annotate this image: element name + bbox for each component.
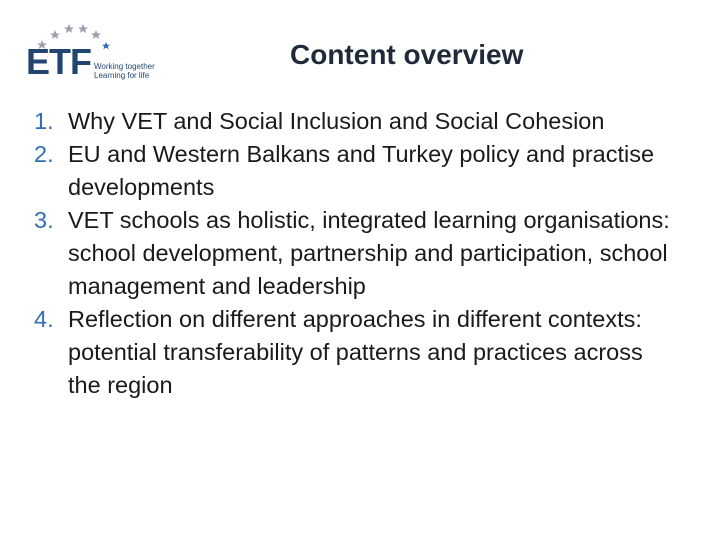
list-item-text: Why VET and Social Inclusion and Social Cohesion [68,108,605,134]
logo-tagline [94,62,155,80]
content-list [34,105,674,402]
slide-title: Content overview [290,39,524,70]
list-item [34,105,674,138]
list-item-number: 3. [34,207,54,233]
list-item [34,204,674,303]
logo-tagline-line1: Working together [94,62,155,71]
list-item-text: EU and Western Balkans and Turkey policy and practise developments [68,141,655,200]
list-item [34,138,674,204]
list-item-number: 4. [34,306,54,332]
list-item-text: Reflection on different approaches in different contexts: potential transferability of patterns and practices across the region [68,306,643,398]
logo-wordmark: ETF [26,41,91,82]
list-item [34,303,674,402]
list-item-number: 1. [34,108,54,134]
etf-logo [24,18,164,82]
list-item-number: 2. [34,141,54,167]
list-item-text: VET schools as holistic, integrated learning organisations: school development, partnership and participation, school management and leadership [68,207,670,299]
logo-tagline-line2: Learning for life [94,71,150,80]
